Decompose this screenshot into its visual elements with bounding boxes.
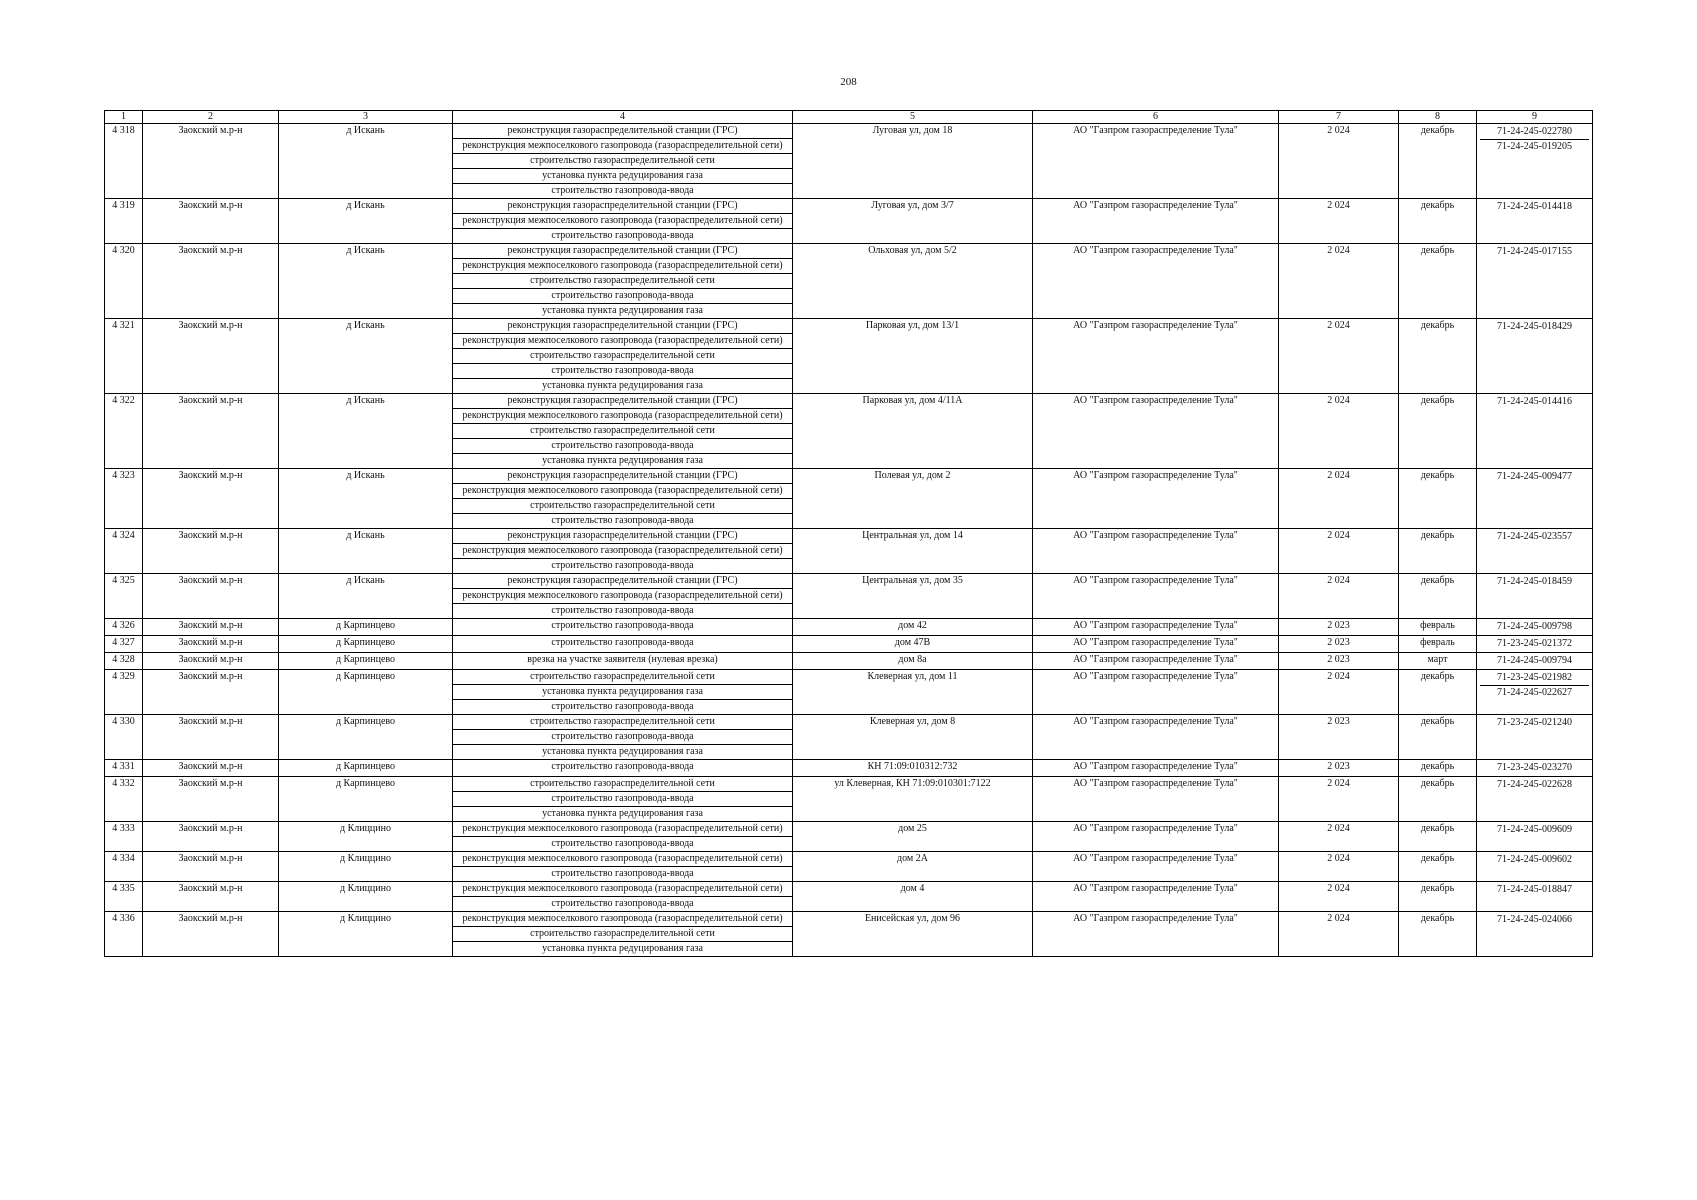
organization-cell: АО "Газпром газораспределение Тула"	[1033, 469, 1279, 529]
table-row	[105, 319, 1593, 334]
address-cell: Парковая ул, дом 4/11А	[793, 394, 1033, 469]
organization-cell: АО "Газпром газораспределение Тула"	[1033, 124, 1279, 199]
application-id-cell	[1477, 319, 1593, 394]
year-cell: 2 024	[1279, 469, 1399, 529]
application-id: 71-24-245-018847	[1497, 884, 1572, 895]
column-header: 8	[1399, 111, 1477, 124]
application-id: 71-24-245-009609	[1497, 824, 1572, 835]
row-number: 4 335	[105, 882, 143, 912]
work-item: строительство газораспределительной сети	[453, 715, 793, 730]
locality-cell: д Искань	[279, 319, 453, 394]
table-row	[105, 124, 1593, 139]
work-item: реконструкция межпоселкового газопровода (газораспределительной сети)	[453, 409, 793, 424]
application-id: 71-24-245-024066	[1497, 914, 1572, 925]
organization-cell: АО "Газпром газораспределение Тула"	[1033, 636, 1279, 653]
application-id: 71-23-245-021240	[1497, 717, 1572, 728]
work-item: строительство газопровода-ввода	[453, 364, 793, 379]
work-item: строительство газопровода-ввода	[453, 184, 793, 199]
row-number: 4 327	[105, 636, 143, 653]
year-cell: 2 024	[1279, 199, 1399, 244]
locality-cell: д Карпинцево	[279, 619, 453, 636]
locality-cell: д Искань	[279, 394, 453, 469]
application-id-cell	[1477, 715, 1593, 760]
month-cell: декабрь	[1399, 715, 1477, 760]
table-row	[105, 822, 1593, 837]
work-item: строительство газораспределительной сети	[453, 670, 793, 685]
address-cell: Луговая ул, дом 18	[793, 124, 1033, 199]
row-number: 4 329	[105, 670, 143, 715]
row-number: 4 325	[105, 574, 143, 619]
work-item: строительство газопровода-ввода	[453, 760, 793, 777]
month-cell: декабрь	[1399, 469, 1477, 529]
work-item: строительство газопровода-ввода	[453, 837, 793, 852]
district-cell: Заокский м.р-н	[143, 319, 279, 394]
work-item: реконструкция газораспределительной станции (ГРС)	[453, 244, 793, 259]
application-id-cell	[1477, 469, 1593, 529]
application-id: 71-23-245-021982	[1497, 672, 1572, 683]
work-item: строительство газопровода-ввода	[453, 619, 793, 636]
row-number: 4 328	[105, 653, 143, 670]
work-item: реконструкция межпоселкового газопровода (газораспределительной сети)	[453, 589, 793, 604]
work-item: реконструкция межпоселкового газопровода (газораспределительной сети)	[453, 214, 793, 229]
address-cell: Полевая ул, дом 2	[793, 469, 1033, 529]
month-cell: декабрь	[1399, 912, 1477, 957]
locality-cell: д Клиццино	[279, 882, 453, 912]
month-cell: февраль	[1399, 619, 1477, 636]
row-number: 4 321	[105, 319, 143, 394]
row-number: 4 333	[105, 822, 143, 852]
table-row	[105, 469, 1593, 484]
work-item: строительство газораспределительной сети	[453, 499, 793, 514]
address-cell: Клеверная ул, дом 8	[793, 715, 1033, 760]
work-item: строительство газопровода-ввода	[453, 700, 793, 715]
district-cell: Заокский м.р-н	[143, 760, 279, 777]
application-id: 71-24-245-009477	[1497, 471, 1572, 482]
application-id-cell	[1477, 199, 1593, 244]
work-item: реконструкция газораспределительной станции (ГРС)	[453, 469, 793, 484]
address-cell: дом 8а	[793, 653, 1033, 670]
organization-cell: АО "Газпром газораспределение Тула"	[1033, 912, 1279, 957]
month-cell: декабрь	[1399, 529, 1477, 574]
application-id: 71-24-245-009798	[1497, 621, 1572, 632]
work-item: реконструкция газораспределительной станции (ГРС)	[453, 529, 793, 544]
application-id: 71-24-245-017155	[1497, 246, 1572, 257]
work-item: установка пункта редуцирования газа	[453, 454, 793, 469]
work-item: строительство газопровода-ввода	[453, 730, 793, 745]
month-cell: декабрь	[1399, 822, 1477, 852]
year-cell: 2 024	[1279, 529, 1399, 574]
work-item: реконструкция межпоселкового газопровода (газораспределительной сети)	[453, 334, 793, 349]
work-item: строительство газопровода-ввода	[453, 514, 793, 529]
work-item: реконструкция межпоселкового газопровода (газораспределительной сети)	[453, 544, 793, 559]
work-item: реконструкция газораспределительной станции (ГРС)	[453, 319, 793, 334]
district-cell: Заокский м.р-н	[143, 244, 279, 319]
district-cell: Заокский м.р-н	[143, 852, 279, 882]
application-id-cell	[1477, 529, 1593, 574]
table-row	[105, 574, 1593, 589]
work-item: установка пункта редуцирования газа	[453, 942, 793, 957]
application-id-cell	[1477, 822, 1593, 852]
work-item: реконструкция межпоселкового газопровода (газораспределительной сети)	[453, 852, 793, 867]
application-id: 71-24-245-022780	[1497, 126, 1572, 137]
address-cell: дом 47В	[793, 636, 1033, 653]
organization-cell: АО "Газпром газораспределение Тула"	[1033, 529, 1279, 574]
organization-cell: АО "Газпром газораспределение Тула"	[1033, 653, 1279, 670]
organization-cell: АО "Газпром газораспределение Тула"	[1033, 244, 1279, 319]
organization-cell: АО "Газпром газораспределение Тула"	[1033, 619, 1279, 636]
month-cell: декабрь	[1399, 882, 1477, 912]
application-id: 71-23-245-023270	[1497, 762, 1572, 773]
year-cell: 2 024	[1279, 394, 1399, 469]
row-number: 4 326	[105, 619, 143, 636]
column-header: 7	[1279, 111, 1399, 124]
locality-cell: д Карпинцево	[279, 653, 453, 670]
year-cell: 2 024	[1279, 882, 1399, 912]
district-cell: Заокский м.р-н	[143, 670, 279, 715]
work-item: строительство газораспределительной сети	[453, 274, 793, 289]
column-header: 3	[279, 111, 453, 124]
table-row	[105, 882, 1593, 897]
organization-cell: АО "Газпром газораспределение Тула"	[1033, 319, 1279, 394]
month-cell: февраль	[1399, 636, 1477, 653]
row-number: 4 324	[105, 529, 143, 574]
row-number: 4 332	[105, 777, 143, 822]
locality-cell: д Карпинцево	[279, 760, 453, 777]
work-item: реконструкция газораспределительной станции (ГРС)	[453, 574, 793, 589]
locality-cell: д Карпинцево	[279, 777, 453, 822]
work-item: строительство газопровода-ввода	[453, 604, 793, 619]
work-item: врезка на участке заявителя (нулевая врезка)	[453, 653, 793, 670]
district-cell: Заокский м.р-н	[143, 822, 279, 852]
organization-cell: АО "Газпром газораспределение Тула"	[1033, 822, 1279, 852]
application-id-cell	[1477, 653, 1593, 670]
year-cell: 2 024	[1279, 574, 1399, 619]
month-cell: декабрь	[1399, 852, 1477, 882]
district-cell: Заокский м.р-н	[143, 469, 279, 529]
application-id-cell	[1477, 777, 1593, 822]
application-id-cell	[1477, 852, 1593, 882]
work-item: реконструкция межпоселкового газопровода (газораспределительной сети)	[453, 822, 793, 837]
application-id: 71-24-245-018459	[1497, 576, 1572, 587]
table-row	[105, 636, 1593, 653]
application-id: 71-23-245-021372	[1497, 638, 1572, 649]
row-number: 4 323	[105, 469, 143, 529]
table-row	[105, 715, 1593, 730]
application-id-cell	[1477, 619, 1593, 636]
district-cell: Заокский м.р-н	[143, 882, 279, 912]
application-id: 71-24-245-009794	[1497, 655, 1572, 666]
application-id-cell	[1477, 244, 1593, 319]
column-header: 2	[143, 111, 279, 124]
address-cell: дом 2А	[793, 852, 1033, 882]
work-item: строительство газопровода-ввода	[453, 439, 793, 454]
column-header: 6	[1033, 111, 1279, 124]
table-row	[105, 619, 1593, 636]
month-cell: декабрь	[1399, 244, 1477, 319]
year-cell: 2 024	[1279, 124, 1399, 199]
year-cell: 2 024	[1279, 852, 1399, 882]
locality-cell: д Карпинцево	[279, 636, 453, 653]
work-item: строительство газораспределительной сети	[453, 349, 793, 364]
address-cell: дом 25	[793, 822, 1033, 852]
organization-cell: АО "Газпром газораспределение Тула"	[1033, 199, 1279, 244]
row-number: 4 322	[105, 394, 143, 469]
row-number: 4 320	[105, 244, 143, 319]
application-id-cell	[1477, 760, 1593, 777]
row-number: 4 330	[105, 715, 143, 760]
address-cell: Ольховая ул, дом 5/2	[793, 244, 1033, 319]
work-item: реконструкция межпоселкового газопровода (газораспределительной сети)	[453, 484, 793, 499]
row-number: 4 336	[105, 912, 143, 957]
month-cell: декабрь	[1399, 124, 1477, 199]
application-id: 71-24-245-009602	[1497, 854, 1572, 865]
application-id: 71-24-245-018429	[1497, 321, 1572, 332]
address-cell: Центральная ул, дом 14	[793, 529, 1033, 574]
work-item: установка пункта редуцирования газа	[453, 304, 793, 319]
table-row	[105, 760, 1593, 777]
table-row	[105, 653, 1593, 670]
column-header: 1	[105, 111, 143, 124]
address-cell: дом 4	[793, 882, 1033, 912]
work-item: реконструкция газораспределительной станции (ГРС)	[453, 199, 793, 214]
locality-cell: д Карпинцево	[279, 715, 453, 760]
address-cell: Луговая ул, дом 3/7	[793, 199, 1033, 244]
month-cell: декабрь	[1399, 777, 1477, 822]
application-id: 71-24-245-023557	[1497, 531, 1572, 542]
month-cell: декабрь	[1399, 574, 1477, 619]
application-id-cell	[1477, 882, 1593, 912]
district-cell: Заокский м.р-н	[143, 715, 279, 760]
work-item: строительство газораспределительной сети	[453, 927, 793, 942]
district-cell: Заокский м.р-н	[143, 394, 279, 469]
organization-cell: АО "Газпром газораспределение Тула"	[1033, 777, 1279, 822]
row-number: 4 334	[105, 852, 143, 882]
application-id-cell	[1477, 636, 1593, 653]
locality-cell: д Искань	[279, 244, 453, 319]
application-id-cell	[1477, 670, 1593, 715]
locality-cell: д Карпинцево	[279, 670, 453, 715]
table-body	[105, 124, 1593, 957]
work-item: установка пункта редуцирования газа	[453, 379, 793, 394]
work-item: реконструкция межпоселкового газопровода (газораспределительной сети)	[453, 139, 793, 154]
page-number: 208	[840, 76, 857, 88]
application-id-cell	[1477, 574, 1593, 619]
year-cell: 2 023	[1279, 715, 1399, 760]
table-row	[105, 852, 1593, 867]
work-item: установка пункта редуцирования газа	[453, 685, 793, 700]
year-cell: 2 024	[1279, 670, 1399, 715]
work-item: реконструкция межпоселкового газопровода (газораспределительной сети)	[453, 912, 793, 927]
locality-cell: д Искань	[279, 469, 453, 529]
table-row	[105, 670, 1593, 685]
year-cell: 2 024	[1279, 244, 1399, 319]
district-cell: Заокский м.р-н	[143, 529, 279, 574]
work-item: строительство газопровода-ввода	[453, 636, 793, 653]
organization-cell: АО "Газпром газораспределение Тула"	[1033, 670, 1279, 715]
organization-cell: АО "Газпром газораспределение Тула"	[1033, 882, 1279, 912]
district-cell: Заокский м.р-н	[143, 636, 279, 653]
work-item: строительство газопровода-ввода	[453, 792, 793, 807]
month-cell: декабрь	[1399, 670, 1477, 715]
locality-cell: д Искань	[279, 124, 453, 199]
month-cell: декабрь	[1399, 760, 1477, 777]
address-cell: Парковая ул, дом 13/1	[793, 319, 1033, 394]
year-cell: 2 024	[1279, 822, 1399, 852]
district-cell: Заокский м.р-н	[143, 619, 279, 636]
organization-cell: АО "Газпром газораспределение Тула"	[1033, 574, 1279, 619]
district-cell: Заокский м.р-н	[143, 124, 279, 199]
application-id-cell	[1477, 394, 1593, 469]
address-cell: Клеверная ул, дом 11	[793, 670, 1033, 715]
year-cell: 2 024	[1279, 912, 1399, 957]
district-cell: Заокский м.р-н	[143, 574, 279, 619]
organization-cell: АО "Газпром газораспределение Тула"	[1033, 852, 1279, 882]
row-number: 4 318	[105, 124, 143, 199]
district-cell: Заокский м.р-н	[143, 199, 279, 244]
work-item: реконструкция газораспределительной станции (ГРС)	[453, 124, 793, 139]
row-number: 4 331	[105, 760, 143, 777]
year-cell: 2 023	[1279, 760, 1399, 777]
district-cell: Заокский м.р-н	[143, 912, 279, 957]
work-item: реконструкция межпоселкового газопровода (газораспределительной сети)	[453, 882, 793, 897]
application-id: 71-24-245-014418	[1497, 201, 1572, 212]
organization-cell: АО "Газпром газораспределение Тула"	[1033, 715, 1279, 760]
column-header: 5	[793, 111, 1033, 124]
address-cell: Енисейская ул, дом 96	[793, 912, 1033, 957]
work-item: реконструкция газораспределительной станции (ГРС)	[453, 394, 793, 409]
work-item: строительство газопровода-ввода	[453, 867, 793, 882]
application-id-cell	[1477, 124, 1593, 199]
locality-cell: д Искань	[279, 574, 453, 619]
district-cell: Заокский м.р-н	[143, 777, 279, 822]
registry-table	[104, 110, 1593, 957]
address-cell: ул Клеверная, КН 71:09:010301:7122	[793, 777, 1033, 822]
table-row	[105, 394, 1593, 409]
application-id: 71-24-245-022628	[1497, 779, 1572, 790]
work-item: строительство газопровода-ввода	[453, 229, 793, 244]
work-item: строительство газопровода-ввода	[453, 559, 793, 574]
locality-cell: д Клиццино	[279, 912, 453, 957]
month-cell: декабрь	[1399, 199, 1477, 244]
work-item: строительство газораспределительной сети	[453, 154, 793, 169]
year-cell: 2 024	[1279, 319, 1399, 394]
work-item: строительство газораспределительной сети	[453, 777, 793, 792]
organization-cell: АО "Газпром газораспределение Тула"	[1033, 760, 1279, 777]
work-item: строительство газораспределительной сети	[453, 424, 793, 439]
year-cell: 2 023	[1279, 653, 1399, 670]
work-item: установка пункта редуцирования газа	[453, 169, 793, 184]
month-cell: декабрь	[1399, 394, 1477, 469]
application-id: 71-24-245-022627	[1480, 685, 1589, 700]
work-item: реконструкция межпоселкового газопровода (газораспределительной сети)	[453, 259, 793, 274]
address-cell: дом 42	[793, 619, 1033, 636]
work-item: установка пункта редуцирования газа	[453, 745, 793, 760]
organization-cell: АО "Газпром газораспределение Тула"	[1033, 394, 1279, 469]
work-item: строительство газопровода-ввода	[453, 897, 793, 912]
column-header: 9	[1477, 111, 1593, 124]
year-cell: 2 023	[1279, 636, 1399, 653]
work-item: строительство газопровода-ввода	[453, 289, 793, 304]
locality-cell: д Искань	[279, 529, 453, 574]
application-id: 71-24-245-019205	[1480, 139, 1589, 154]
month-cell: март	[1399, 653, 1477, 670]
locality-cell: д Клиццино	[279, 822, 453, 852]
row-number: 4 319	[105, 199, 143, 244]
column-header: 4	[453, 111, 793, 124]
table-row	[105, 912, 1593, 927]
year-cell: 2 024	[1279, 777, 1399, 822]
address-cell: КН 71:09:010312:732	[793, 760, 1033, 777]
month-cell: декабрь	[1399, 319, 1477, 394]
application-id-cell	[1477, 912, 1593, 957]
table-row	[105, 199, 1593, 214]
district-cell: Заокский м.р-н	[143, 653, 279, 670]
work-item: установка пункта редуцирования газа	[453, 807, 793, 822]
year-cell: 2 023	[1279, 619, 1399, 636]
table-row	[105, 777, 1593, 792]
locality-cell: д Клиццино	[279, 852, 453, 882]
locality-cell: д Искань	[279, 199, 453, 244]
header-row	[105, 111, 1593, 124]
application-id: 71-24-245-014416	[1497, 396, 1572, 407]
address-cell: Центральная ул, дом 35	[793, 574, 1033, 619]
table-row	[105, 244, 1593, 259]
table-row	[105, 529, 1593, 544]
